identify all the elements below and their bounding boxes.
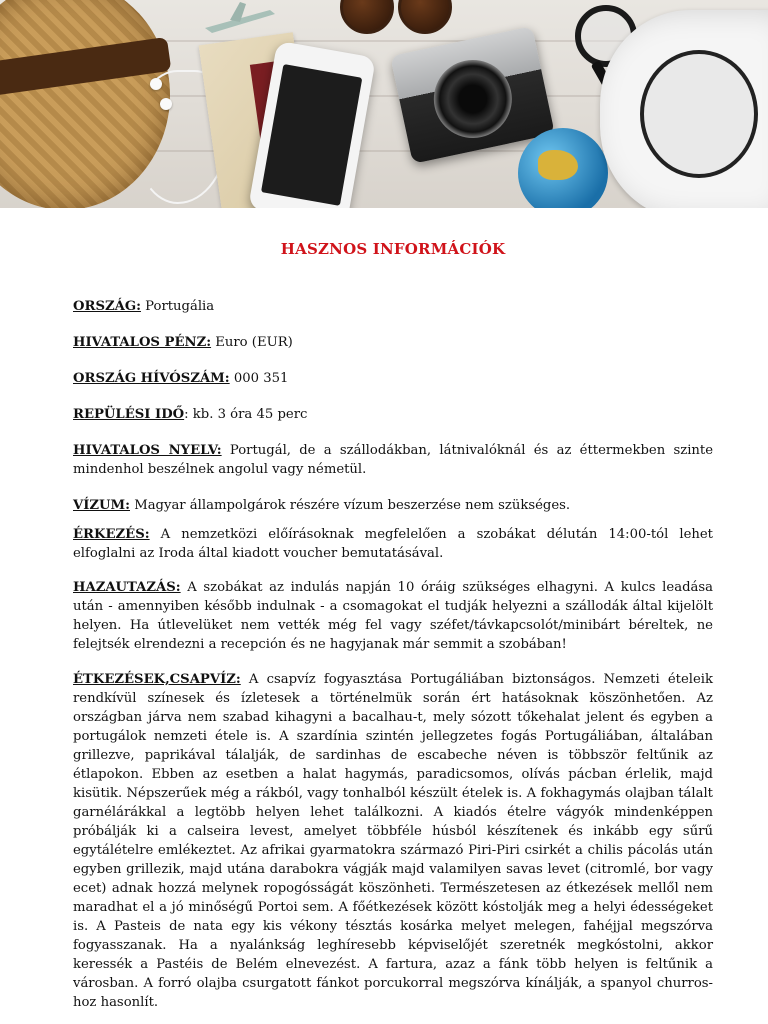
info-currency (73, 333, 713, 352)
info-text: A szobákat az indulás napján 10 óráig szükséges elhagyni. A kulcs leadása után - amennyiben később indulnak - a csomagokat el tudják helyezni a szállodák által kijelölt helyen. Ha útlevelüket nem vették még fel vagy széfet/távkapcsolót/minibárt béreltek, ne felejtsék elrendezni a recepción és ne hagyjanak már semmit a szobában! (73, 580, 713, 652)
info-label: HIVATALOS PÉNZ: (73, 335, 212, 350)
info-label: HAZAUTAZÁS: (73, 580, 181, 595)
page-title: HASZNOS INFORMÁCIÓK (280, 240, 506, 258)
info-text: Portugál, de a szállodákban, látnivalóknál és az éttermekben szinte mindenhol beszélnek angolul vagy németül. (73, 443, 714, 477)
info-label: ORSZÁG HÍVÓSZÁM: (73, 371, 230, 386)
info-arrival (73, 525, 713, 563)
info-flight-time (73, 405, 713, 424)
info-food-water (73, 670, 713, 1012)
info-label: ORSZÁG: (73, 299, 141, 314)
sunglasses-image (340, 0, 450, 35)
info-text: A csapvíz fogyasztása Portugáliában biztonságos. Nemzeti ételeik rendkívül színesek és ízletesek a történelmük során ért hatásoknak köszönhetően. Az országban járva nem szabad kihagyni a bacalhau-t, mely sózott tőkehalat jelent és egyben a portugálok nemzeti étele is. A szardínia szintén jellegzetes fogás Portugáliában, általában grillezve, paprikával tálalják, de sardinhas de escabeche néven is többször feltűnik az étlapokon. Ebben az esetben a halat hagymás, paradicsomos, olívás pácban érlelik, majd kisütik. Népszerűek még a rákból, vagy tonhalból készült ételek is. A fokhagymás olajban tálalt garnélárákkal a legtöbb helyen lehet találkozni. A kiadós ételre vágyók mindenképpen próbálják ki a calseira levest, amelyet többféle húsból készítenek és inkább egy sűrű egytálételre emlékeztet. Az afrikai gyarmatokra származó Piri-Piri csirkét a chilis pácolás után egyben grillezik, majd utána darabokra vágják majd valamilyen savas levet (citromlé, bor vagy ecet) adnak hozzá melynek ropogósságát köszönheti. Természetesen az étkezések mellől nem maradhat el a jó minőségű Portoi sem. A főétkezések között kóstolják meg a helyi édességeket is. A Pasteis de nata egy kis vékony tésztás kosárka melyet melegen, fahéjjal megszórva fogyasszanak. Ha a nyalánkság leghíresebb képviselőjét szeretnék megkóstolni, akkor keressék a Pastéis de Belém elnevezést. A fartura, azaz a fánk több helyen is feltűnik a városban. A forró olajba csurgatott fánkot porcukorral megszórva kínálják, a spanyol churros-hoz hasonlít. (73, 672, 713, 1010)
header-travel-photo (0, 0, 768, 208)
info-text: Magyar állampolgárok részére vízum beszerzése nem szükséges. (130, 498, 571, 513)
info-label: HIVATALOS NYELV: (73, 443, 222, 458)
info-departure (73, 578, 713, 654)
info-language (73, 441, 713, 479)
info-text: 000 351 (229, 371, 289, 386)
info-label: ÉRKEZÉS: (73, 527, 150, 542)
info-calling-code (73, 369, 713, 388)
info-text: Euro (EUR) (211, 335, 293, 350)
info-label: VÍZUM: (73, 498, 130, 513)
toy-plane-icon (200, 0, 280, 40)
info-text: A nemzetközi előírásoknak megfelelően a szobákat délután 14:00-tól lehet elfoglalni az Iroda által kiadott voucher bemutatásával. (73, 527, 713, 561)
info-country (73, 297, 713, 316)
info-text: Portugália (140, 299, 215, 314)
info-label: ÉTKEZÉSEK,CSAPVÍZ: (73, 672, 241, 687)
info-visa (73, 496, 713, 515)
info-label: REPÜLÉSI IDŐ (73, 407, 185, 422)
info-text: : kb. 3 óra 45 perc (184, 407, 308, 422)
globe-image (518, 128, 608, 208)
